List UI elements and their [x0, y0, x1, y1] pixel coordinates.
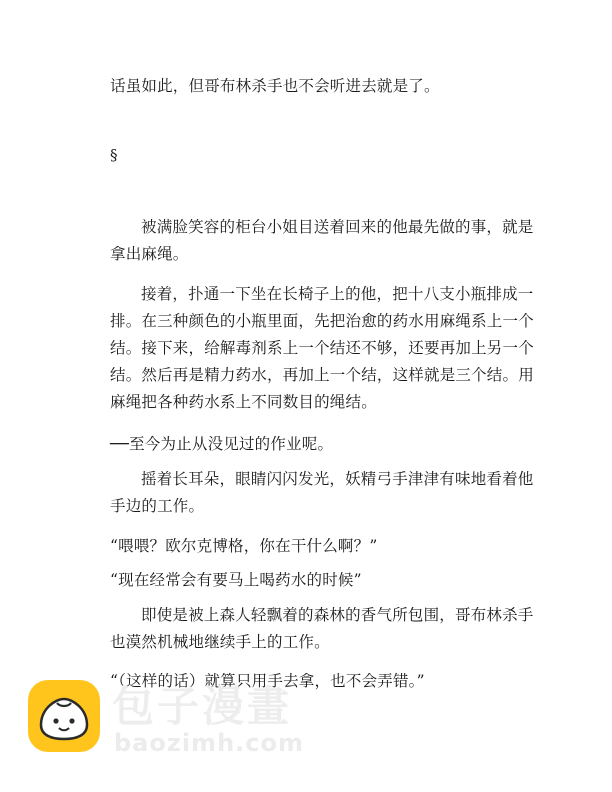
section-break-mark: §	[110, 146, 118, 164]
paragraph-8: 即使是被上森人轻飘着的森林的香气所包围，哥布林杀手也漠然机械地继续手上的工作。	[110, 606, 534, 651]
watermark-name-en: baozimh.com	[114, 729, 304, 757]
paragraph-9: “（这样的话）就算只用手去拿，也不会弄错。”	[110, 672, 425, 690]
bun-logo-icon	[28, 680, 100, 752]
paragraph-2: 被满脸笑容的柜台小姐目送着回来的他最先做的事，就是拿出麻绳。	[110, 218, 534, 263]
paragraph-6: “喂喂？欧尔克博格，你在干什么啊？”	[110, 537, 378, 555]
paragraph-7: “现在经常会有要马上喝药水的时候”	[110, 571, 362, 589]
paragraph-3: 接着，扑通一下坐在长椅子上的他，把十八支小瓶排成一排。在三种颜色的小瓶里面，先把治愈的药水用麻绳系上一个结。接下来，给解毒剂系上一个结还不够，还要再加上另一个结。然后再是精力药水，再加上一个结，这样就是三个结。用麻绳把各种药水系上不同数目的绳结。	[110, 285, 534, 411]
bun-face-icon	[37, 695, 91, 741]
paragraph-1: 话虽如此，但哥布林杀手也不会听进去就是了。	[110, 77, 440, 95]
paragraph-5: 摇着长耳朵，眼睛闪闪发光，妖精弓手津津有味地看着他手边的工作。	[110, 470, 534, 515]
paragraph-4: ──至今为止从没见过的作业呢。	[110, 435, 334, 453]
watermark-name-cn: 包子漫畫	[112, 682, 293, 731]
watermark	[28, 680, 358, 760]
